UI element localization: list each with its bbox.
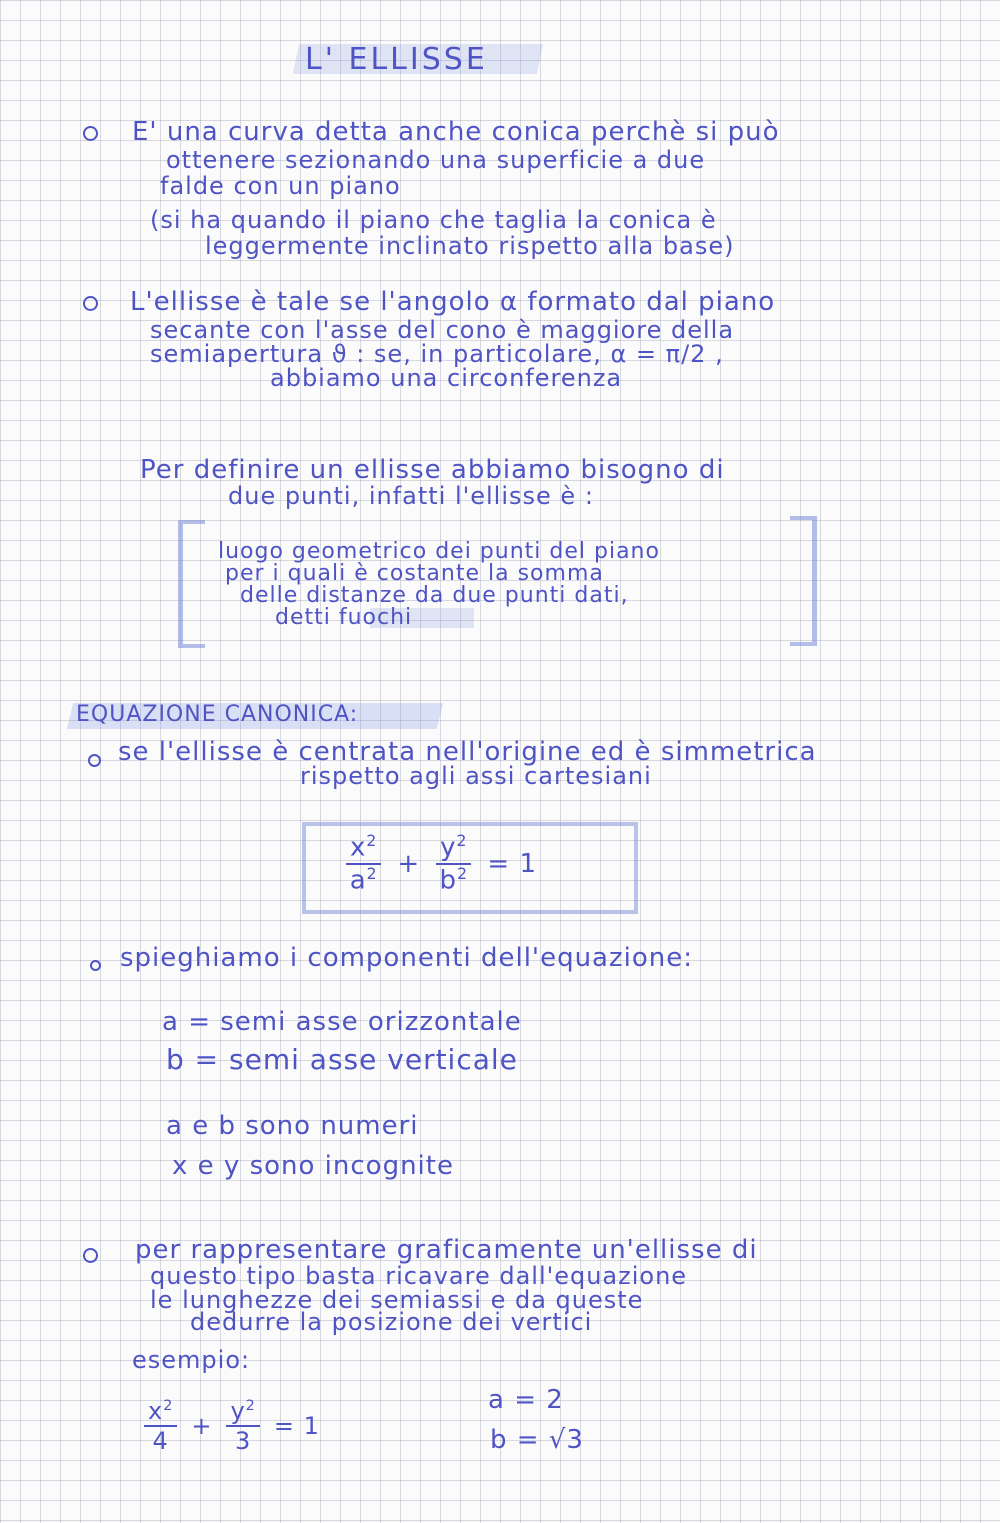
page-title: L' ELLISSE xyxy=(305,42,488,77)
intro-line-3: falde con un piano xyxy=(160,172,401,200)
intro-line-1: E' una curva detta anche conica perchè si può xyxy=(132,117,780,147)
x-over-4-fraction: $\frac{x^2}{4}$ xyxy=(144,1397,177,1455)
canonical-heading: EQUAZIONE CANONICA: xyxy=(76,702,359,727)
graph-line-4: dedurre la posizione dei vertici xyxy=(190,1308,593,1336)
bullet-icon xyxy=(90,960,101,971)
x-over-a-fraction: $\frac{x^2}{a^2}$ xyxy=(346,832,381,895)
example-equation xyxy=(138,1394,320,1458)
intro-line-5: leggermente inclinato rispetto alla base) xyxy=(205,232,735,260)
bullet-icon xyxy=(83,296,98,311)
example-rhs: = 1 xyxy=(273,1412,320,1440)
canonical-equation xyxy=(340,832,537,896)
b-definition: b = semi asse verticale xyxy=(166,1043,518,1076)
intro-line-2: ottenere sezionando una superficie a due xyxy=(166,146,706,174)
components-heading: spieghiamo i componenti dell'equazione: xyxy=(120,943,693,973)
equation-rhs: = 1 xyxy=(487,849,538,879)
bullet-icon xyxy=(83,1248,98,1263)
a-definition: a = semi asse orizzontale xyxy=(162,1007,522,1037)
angle-line-3: semiapertura ϑ : se, in particolare, α = π/2 , xyxy=(150,340,724,368)
canonical-line-2: rispetto agli assi cartesiani xyxy=(300,762,652,790)
graph-line-3: le lunghezze dei semiassi e da queste xyxy=(150,1286,644,1314)
definition-box-line-2: per i quali è costante la somma xyxy=(225,561,604,586)
graph-line-1: per rappresentare graficamente un'ellisse di xyxy=(135,1235,758,1265)
angle-line-1: L'ellisse è tale se l'angolo α formato dal piano xyxy=(130,287,776,317)
example-label: esempio: xyxy=(132,1346,251,1374)
definition-line-2: due punti, infatti l'ellisse è : xyxy=(228,482,594,510)
definition-box-line-1: luogo geometrico dei punti del piano xyxy=(218,539,660,564)
unknowns-note: x e y sono incognite xyxy=(172,1151,454,1181)
definition-box-line-3: delle distanze da due punti dati, xyxy=(240,583,629,608)
a-value: a = 2 xyxy=(488,1385,564,1415)
y-over-3-fraction: $\frac{y^2}{3}$ xyxy=(226,1397,259,1455)
numbers-note: a e b sono numeri xyxy=(166,1111,419,1141)
intro-line-4: (si ha quando il piano che taglia la conica è xyxy=(150,206,717,234)
bullet-icon xyxy=(88,754,101,767)
bullet-icon xyxy=(83,126,98,141)
angle-line-2: secante con l'asse del cono è maggiore della xyxy=(150,316,735,344)
plus-sign: + xyxy=(397,849,421,879)
b-value: b = √3 xyxy=(490,1425,584,1455)
definition-left-bracket xyxy=(178,520,205,648)
definition-right-bracket xyxy=(790,516,817,646)
definition-line-1: Per definire un ellisse abbiamo bisogno di xyxy=(140,455,725,485)
plus-sign: + xyxy=(191,1412,213,1440)
canonical-line-1: se l'ellisse è centrata nell'origine ed è simmetrica xyxy=(118,737,817,767)
definition-box-line-4: detti fuochi xyxy=(275,605,413,630)
angle-line-4: abbiamo una circonferenza xyxy=(270,364,623,392)
y-over-b-fraction: $\frac{y^2}{b^2}$ xyxy=(436,832,471,895)
graph-line-2: questo tipo basta ricavare dall'equazione xyxy=(150,1262,688,1290)
